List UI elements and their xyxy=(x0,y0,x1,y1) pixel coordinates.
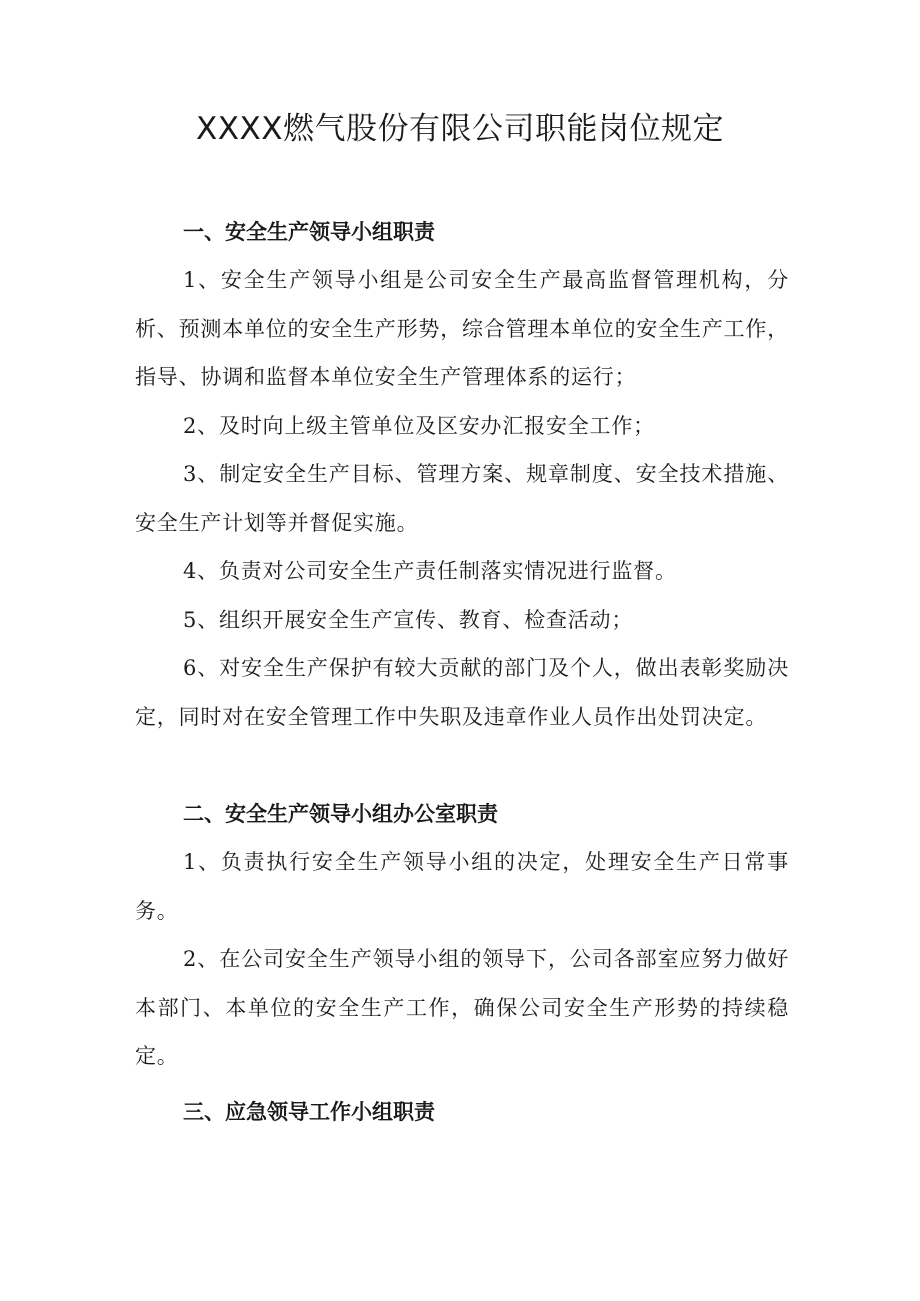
section-heading-2: 二、安全生产领导小组办公室职责 xyxy=(183,802,498,826)
section-heading-1: 一、安全生产领导小组职责 xyxy=(183,220,435,244)
paragraph-1-3: 3、制定安全生产目标、管理方案、规章制度、安全技术措施、安全生产计划等并督促实施。 xyxy=(135,462,789,535)
section-heading-3: 三、应急领导工作小组职责 xyxy=(183,1100,435,1124)
paragraph-1-6: 6、对安全生产保护有较大贡献的部门及个人，做出表彰奖励决定，同时对在安全管理工作中失职及违章作业人员作出处罚决定。 xyxy=(135,656,789,729)
paragraph-2-1: 1、负责执行安全生产领导小组的决定，处理安全生产日常事务。 xyxy=(135,850,789,923)
document-title: XXXX燃气股份有限公司职能岗位规定 xyxy=(196,111,724,147)
paragraph-1-4: 4、负责对公司安全生产责任制落实情况进行监督。 xyxy=(183,559,677,583)
paragraph-1-1: 1、安全生产领导小组是公司安全生产最高监督管理机构，分析、预测本单位的安全生产形势，综合管理本单位的安全生产工作，指导、协调和监督本单位安全生产管理体系的运行； xyxy=(135,268,789,389)
paragraph-2-2: 2、在公司安全生产领导小组的领导下，公司各部室应努力做好本部门、本单位的安全生产工作，确保公司安全生产形势的持续稳定。 xyxy=(135,947,789,1068)
paragraph-1-5: 5、组织开展安全生产宣传、教育、检查活动； xyxy=(183,608,634,632)
paragraph-1-2: 2、及时向上级主管单位及区安办汇报安全工作； xyxy=(183,414,655,438)
